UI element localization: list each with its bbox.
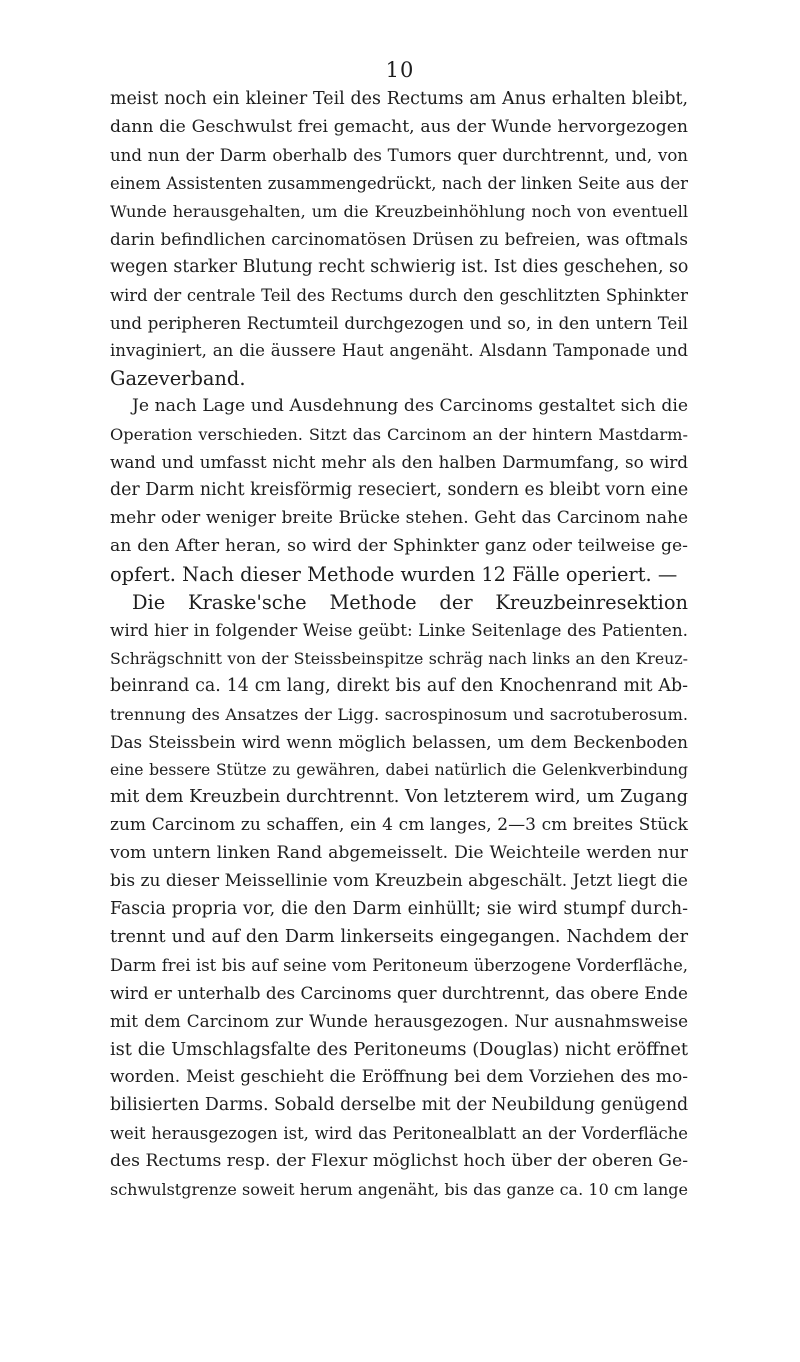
text-line: Schrägschnitt von der Steissbeinspitze schräg nach links an den Kreuz-	[110, 648, 688, 668]
text-line: worden. Meist geschieht die Eröffnung bei dem Vorziehen des mo-	[110, 1066, 688, 1087]
text-line: Gazeverband.	[110, 367, 246, 391]
text-line: dann die Geschwulst frei gemacht, aus der Wunde hervorgezogen	[110, 116, 688, 137]
text-line: opfert. Nach dieser Methode wurden 12 Fälle operiert. —	[110, 562, 678, 586]
body-text	[110, 86, 688, 1204]
text-line: Operation verschieden. Sitzt das Carcinom an der hintern Mastdarm-	[110, 425, 688, 445]
text-line: wegen starker Blutung recht schwierig ist. Ist dies geschehen, so	[110, 256, 689, 277]
text-line: mit dem Carcinom zur Wunde herausgezogen. Nur ausnahmsweise	[110, 1010, 688, 1031]
text-line: wird der centrale Teil des Rectums durch den geschlitzten Sphinkter	[110, 285, 688, 305]
text-line: eine bessere Stütze zu gewähren, dabei natürlich die Gelenkverbindung	[110, 760, 688, 779]
text-line: weit herausgezogen ist, wird das Peritonealblatt an der Vorderfläche	[110, 1123, 688, 1143]
text-line: wird er unterhalb des Carcinoms quer durchtrennt, das obere Ende	[110, 983, 688, 1003]
text-line: trennt und auf den Darm linkerseits eingegangen. Nachdem der	[110, 927, 688, 948]
text-line: ist die Umschlagsfalte des Peritoneums (Douglas) nicht eröffnet	[110, 1038, 688, 1060]
text-line: vom untern linken Rand abgemeisselt. Die Weichteile werden nur	[110, 843, 688, 864]
text-line: und nun der Darm oberhalb des Tumors quer durchtrennt, und, von	[110, 145, 688, 165]
text-line: an den After heran, so wird der Sphinkter ganz oder teilweise ge-	[110, 536, 688, 556]
text-line: Darm frei ist bis auf seine vom Peritoneum überzogene Vorderfläche,	[110, 956, 688, 976]
text-line: mehr oder weniger breite Brücke stehen. Geht das Carcinom nahe	[110, 508, 688, 529]
text-line: wand und umfasst nicht mehr als den halben Darmumfang, so wird	[110, 452, 688, 473]
text-line: wird hier in folgender Weise geübt: Linke Seitenlage des Patienten.	[110, 619, 688, 640]
text-line: schwulstgrenze soweit herum angenäht, bis das ganze ca. 10 cm lange	[110, 1179, 688, 1199]
text-line: bis zu dieser Meissellinie vom Kreuzbein abgeschält. Jetzt liegt die	[110, 871, 688, 892]
text-line: meist noch ein kleiner Teil des Rectums am Anus erhalten bleibt,	[110, 89, 688, 109]
text-line: Fascia propria vor, die den Darm einhüllt; sie wird stumpf durch-	[110, 899, 688, 920]
text-line: Das Steissbein wird wenn möglich belassen, um dem Beckenboden	[110, 731, 688, 752]
text-line: beinrand ca. 14 cm lang, direkt bis auf den Knochenrand mit Ab-	[110, 675, 688, 696]
text-line: des Rectums resp. der Flexur möglichst hoch über der oberen Ge-	[110, 1150, 688, 1171]
text-line: darin befindlichen carcinomatösen Drüsen zu befreien, was oftmals	[110, 228, 688, 249]
text-line: trennung des Ansatzes der Ligg. sacrospinosum und sacrotuberosum.	[110, 704, 688, 724]
text-line: und peripheren Rectumteil durchgezogen und so, in den untern Teil	[110, 313, 688, 333]
text-line: zum Carcinom zu schaffen, ein 4 cm langes, 2—3 cm breites Stück	[110, 815, 688, 836]
text-line: mit dem Kreuzbein durchtrennt. Von letzterem wird, um Zugang	[110, 787, 688, 808]
text-line: Je nach Lage und Ausdehnung des Carcinoms gestaltet sich die	[132, 396, 688, 417]
text-line: einem Assistenten zusammengedrückt, nach der linken Seite aus der	[110, 173, 688, 193]
page-number: 10	[385, 58, 415, 82]
text-line: bilisierten Darms. Sobald derselbe mit der Neubildung genügend	[110, 1094, 689, 1115]
text-line: Wunde herausgehalten, um die Kreuzbeinhöhlung noch von eventuell	[110, 201, 688, 221]
text-line: invaginiert, an die äussere Haut angenäht. Alsdann Tamponade und	[110, 341, 688, 361]
text-line: Die Kraske'sche Methode der Kreuzbeinresektion	[132, 590, 688, 614]
text-line: der Darm nicht kreisförmig reseciert, sondern es bleibt vorn eine	[110, 480, 689, 501]
